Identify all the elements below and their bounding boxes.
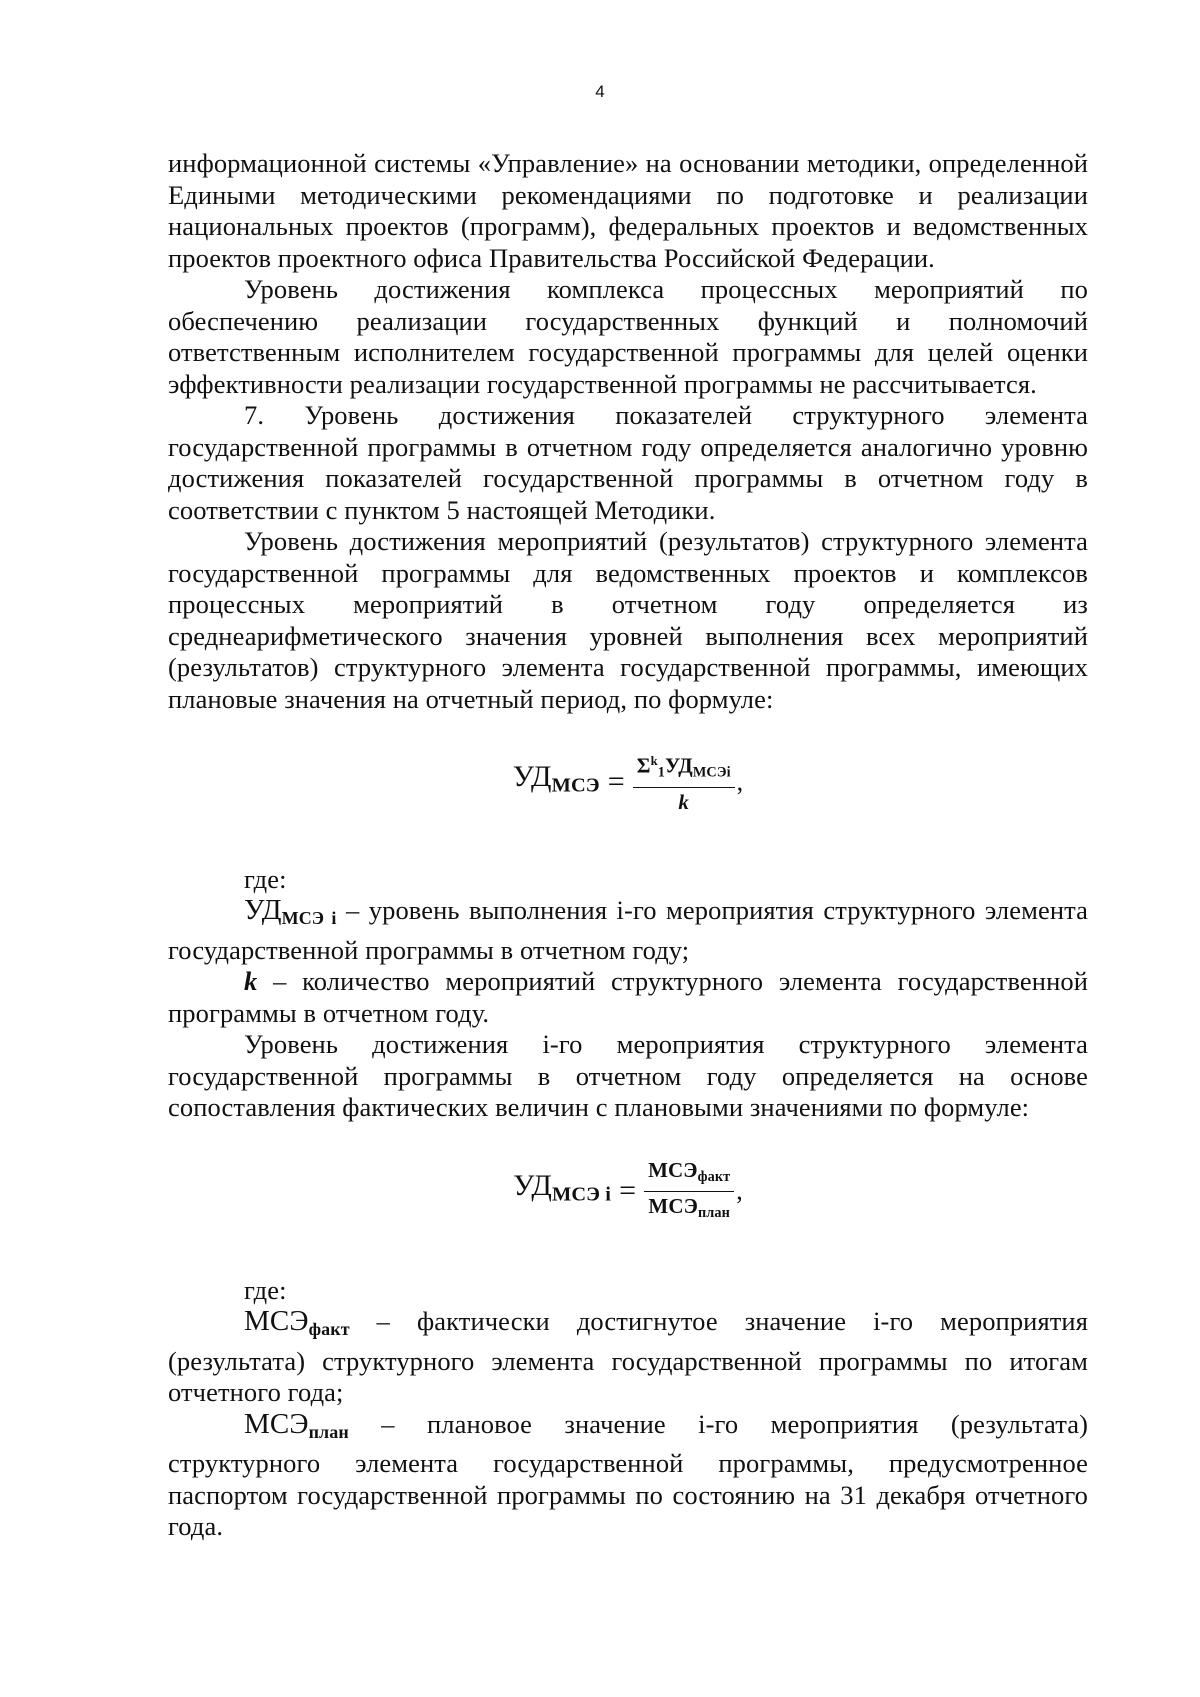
where1-item1-text: – уровень выполнения i-го мероприятия структурного элемента государственной программы в отчетном году; <box>168 895 1088 965</box>
where2-item2-symbol: МСЭ <box>244 1407 309 1440</box>
formula1-num-main: УД <box>664 753 693 778</box>
formula2-lhs <box>513 1170 611 1211</box>
formula1-equals: = <box>607 764 625 798</box>
where1-item2-text: – количество мероприятий структурного элемента государственной программы в отчетном году. <box>168 966 1088 1028</box>
where2-item2-sub: план <box>308 1421 349 1442</box>
formula2-denominator <box>648 1192 730 1225</box>
formula-level-i <box>168 1158 1088 1225</box>
formula1-sigma: Σ <box>636 753 651 778</box>
where2-item1-symbol: МСЭ <box>244 1305 309 1338</box>
formula2-numerator <box>644 1158 734 1192</box>
formula-average-level <box>168 749 1088 814</box>
paragraph-4: Уровень достижения мероприятий (результатов) структурного элемента государственной программы для ведомственных проектов и комплексов процессных мероприятий в отчетном году определяется из среднеарифметического значения уровней выполнения всех мероприятий (результатов) структурного элемента государственной программы, имеющих плановые значения на отчетный период, по формуле: <box>168 526 1088 714</box>
formula1-num-sub: МСЭi <box>692 764 731 781</box>
formula2-lhs-main: УД <box>513 1169 552 1203</box>
paragraph-1: информационной системы «Управление» на основании методики, определенной Едиными методическими рекомендациями по подготовке и реализации национальных проектов (программ), федеральных проектов и ведомственных проектов проектного офиса Правительства Российской Федерации. <box>168 148 1088 273</box>
formula1-fraction <box>633 749 735 814</box>
formula1-sigma-sup: k <box>650 754 658 768</box>
formula1-lhs-main: УД <box>512 759 552 793</box>
formula2-den-sub: план <box>697 1204 730 1221</box>
formula2-num-main: МСЭ <box>648 1157 698 1182</box>
where2-item1-sub: факт <box>308 1319 350 1340</box>
where1-item1-symbol: УД <box>244 894 282 927</box>
formula2-equals: = <box>619 1174 637 1208</box>
paragraph-3: 7. Уровень достижения показателей структурного элемента государственной программы в отчетном году определяется аналогично уровню достижения показателей государственной программы в отчетном году в соответствии с пунктом 5 настоящей Методики. <box>168 400 1088 525</box>
formula1-comma: , <box>736 766 744 796</box>
formula1-lhs-sub: МСЭ <box>551 774 600 797</box>
formula2-den-main: МСЭ <box>648 1193 698 1218</box>
where2-item2 <box>168 1409 1088 1543</box>
where1-item2-symbol: k <box>244 966 258 997</box>
paragraph-5: Уровень достижения i-го мероприятия структурного элемента государственной программы в отчетном году определяется на основе сопоставления фактических величин с плановыми значениями по формуле: <box>168 1029 1088 1123</box>
formula2-comma: , <box>736 1176 743 1206</box>
formula1-denominator: k <box>678 789 689 814</box>
formula2-fraction <box>644 1158 734 1225</box>
where1-item1 <box>168 895 1088 966</box>
where2-item2-text: – плановое значение i-го мероприятия (результата) структурного элемента государственной программы, предусмотренное паспортом государственной программы по состоянию на 31 декабря отчетного года. <box>168 1408 1088 1542</box>
formula1-sigma-sub: 1 <box>657 764 665 781</box>
document-body <box>168 148 1088 1543</box>
formula1-lhs <box>513 761 600 802</box>
where1-item1-sub: МСЭ i <box>281 908 337 929</box>
where2-item1 <box>168 1306 1088 1409</box>
where-label-2: где: <box>244 1274 287 1305</box>
formula2-lhs-sub: МСЭ i <box>551 1184 612 1207</box>
where-label-1: где: <box>244 863 287 894</box>
formula1-numerator <box>633 749 735 788</box>
where1-item2 <box>168 966 1088 1029</box>
page-number: 4 <box>595 82 605 101</box>
where2-item1-text: – фактически достигнутое значение i-го мероприятия (результата) структурного элемента государственной программы по итогам отчетного года; <box>168 1306 1088 1408</box>
formula2-num-sub: факт <box>697 1168 731 1185</box>
paragraph-2: Уровень достижения комплекса процессных мероприятий по обеспечению реализации государственных функций и полномочий ответственным исполнителем государственной программы для целей оценки эффективности реализации государственной программы не рассчитывается. <box>168 274 1088 399</box>
